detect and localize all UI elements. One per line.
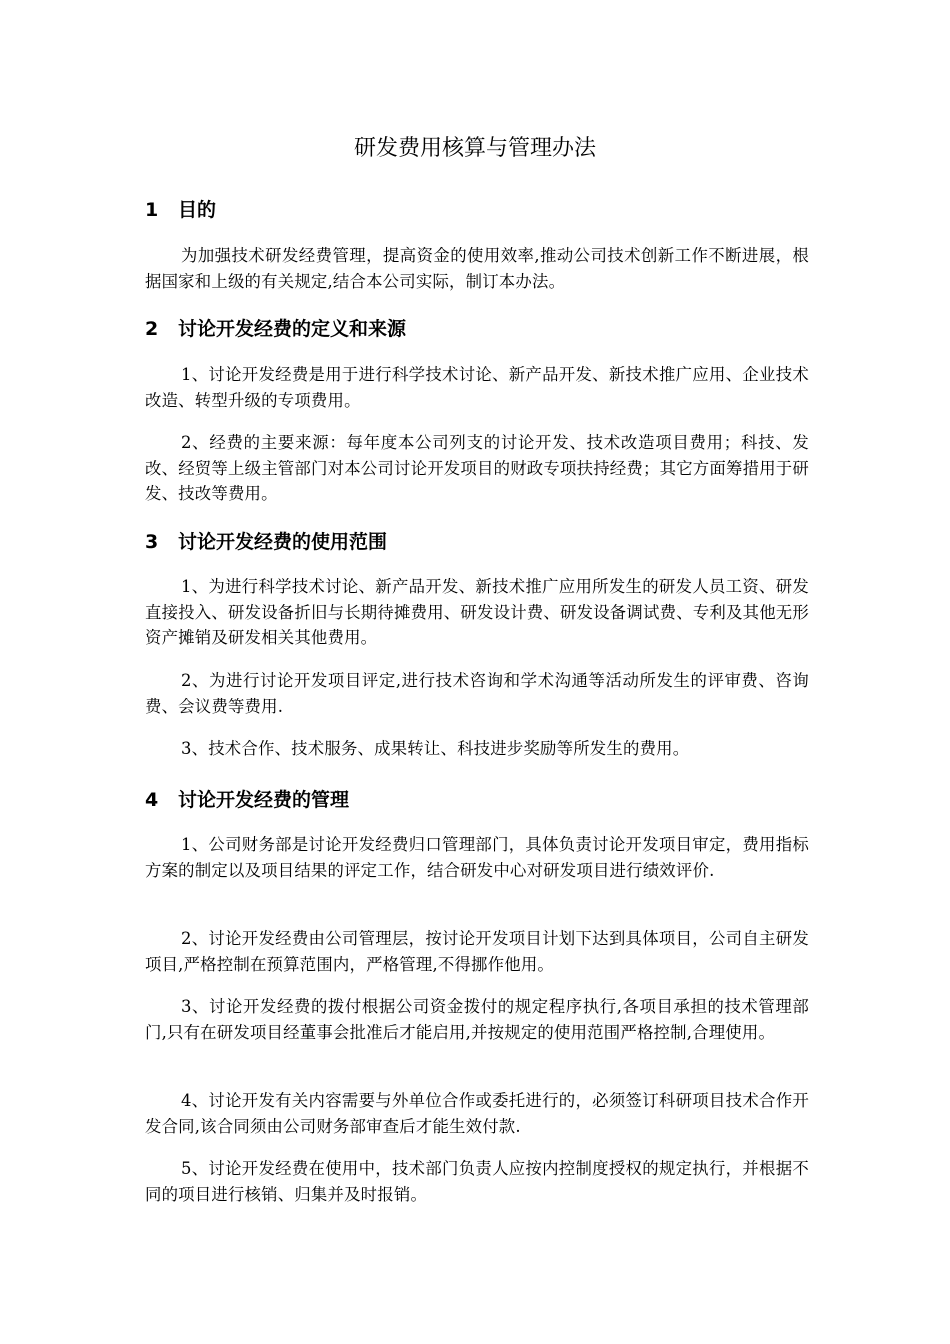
document-title: 研发费用核算与管理办法 [353, 136, 596, 161]
paragraph: 5、讨论开发经费在使用中，技术部门负责人应按内控制度授权的规定执行，并根据不同的项目进行核销、归集并及时报销。 [145, 1159, 809, 1204]
section-number: 3 [145, 531, 159, 553]
paragraph: 1、为进行科学技术讨论、新产品开发、新技术推广应用所发生的研发人员工资、研发直接投入、研发设备折旧与长期待摊费用、研发设计费、研发设备调试费、专利及其他无形资产摊销及研发相关其他费用。 [145, 577, 809, 647]
section-heading-text: 讨论开发经费的使用范围 [178, 531, 388, 553]
paragraph: 为加强技术研发经费管理，提高资金的使用效率,推动公司技术创新工作不断进展，根据国家和上级的有关规定,结合本公司实际，制订本办法。 [145, 246, 809, 291]
section-number: 2 [145, 318, 159, 340]
paragraph: 2、经费的主要来源：每年度本公司列支的讨论开发、技术改造项目费用；科技、发改、经贸等上级主管部门对本公司讨论开发项目的财政专项扶持经费；其它方面筹措用于研发、技改等费用。 [145, 433, 809, 503]
section-number: 4 [145, 789, 159, 811]
paragraph: 2、为进行讨论开发项目评定,进行技术咨询和学术沟通等活动所发生的评审费、咨询费、会议费等费用. [145, 671, 809, 716]
paragraph: 1、讨论开发经费是用于进行科学技术讨论、新产品开发、新技术推广应用、企业技术改造、转型升级的专项费用。 [145, 365, 809, 410]
paragraph: 4、讨论开发有关内容需要与外单位合作或委托进行的，必须签订科研项目技术合作开发合同,该合同须由公司财务部审查后才能生效付款. [145, 1091, 809, 1136]
paragraph: 3、技术合作、技术服务、成果转让、科技进步奖励等所发生的费用。 [181, 739, 690, 758]
section-heading-text: 讨论开发经费的定义和来源 [178, 318, 407, 340]
paragraph: 1、公司财务部是讨论开发经费归口管理部门，具体负责讨论开发项目审定，费用指标方案的制定以及项目结果的评定工作，结合研发中心对研发项目进行绩效评价. [145, 835, 809, 880]
section-heading [145, 315, 805, 343]
paragraph: 2、讨论开发经费由公司管理层，按讨论开发项目计划下达到具体项目，公司自主研发项目,严格控制在预算范围内，严格管理,不得挪作他用。 [145, 929, 809, 974]
paragraph: 3、讨论开发经费的拨付根据公司资金拨付的规定程序执行,各项目承担的技术管理部门,只有在研发项目经董事会批准后才能启用,并按规定的使用范围严格控制,合理使用。 [145, 997, 809, 1042]
section-number: 1 [145, 199, 159, 221]
section-heading-text: 讨论开发经费的管理 [178, 789, 350, 811]
section-heading [145, 786, 805, 814]
section-heading-text: 目的 [178, 199, 217, 221]
section-heading [145, 196, 805, 224]
section-heading [145, 528, 805, 556]
